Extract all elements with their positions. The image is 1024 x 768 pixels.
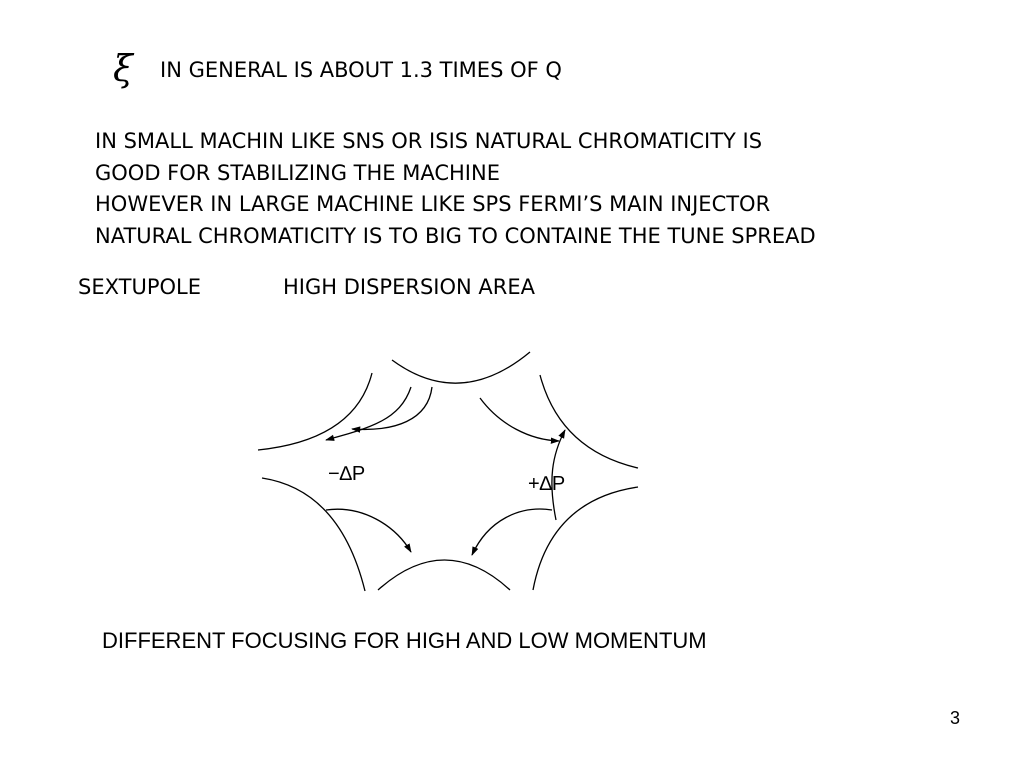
dispersion-label: HIGH DISPERSION AREA (283, 275, 535, 299)
paragraph-line: IN SMALL MACHIN LIKE SNS OR ISIS NATURAL CHROMATICITY IS (95, 129, 763, 153)
field-arrow-lower-left (326, 509, 411, 552)
paragraph-line: HOWEVER IN LARGE MACHINE LIKE SPS FERMI’S MAIN INJECTOR (95, 192, 771, 216)
field-arrow-upper-right (480, 398, 559, 441)
pole-upper-right (540, 375, 638, 468)
pole-top (392, 352, 530, 383)
pole-bottom (378, 560, 510, 590)
plus-delta-p-label: +∆P (528, 473, 566, 495)
minus-delta-p-label: −∆P (328, 463, 366, 485)
pole-lower-right (533, 487, 638, 590)
slide-caption: DIFFERENT FOCUSING FOR HIGH AND LOW MOMENTUM (102, 628, 707, 653)
paragraph-line: GOOD FOR STABILIZING THE MACHINE (95, 160, 500, 185)
pole-upper-left (258, 373, 372, 450)
sextupole-label: SEXTUPOLE (78, 275, 201, 299)
headline: IN GENERAL IS ABOUT 1.3 TIMES OF Q (160, 58, 562, 82)
xi-symbol: ξ (113, 49, 133, 90)
field-arrow-upper-left (326, 387, 411, 440)
paragraph-line: NATURAL CHROMATICITY IS TO BIG TO CONTAINE THE TUNE SPREAD (95, 223, 816, 248)
field-arrow-lower-right (472, 509, 552, 555)
page-number: 3 (950, 708, 961, 728)
pole-lower-left (262, 478, 365, 591)
